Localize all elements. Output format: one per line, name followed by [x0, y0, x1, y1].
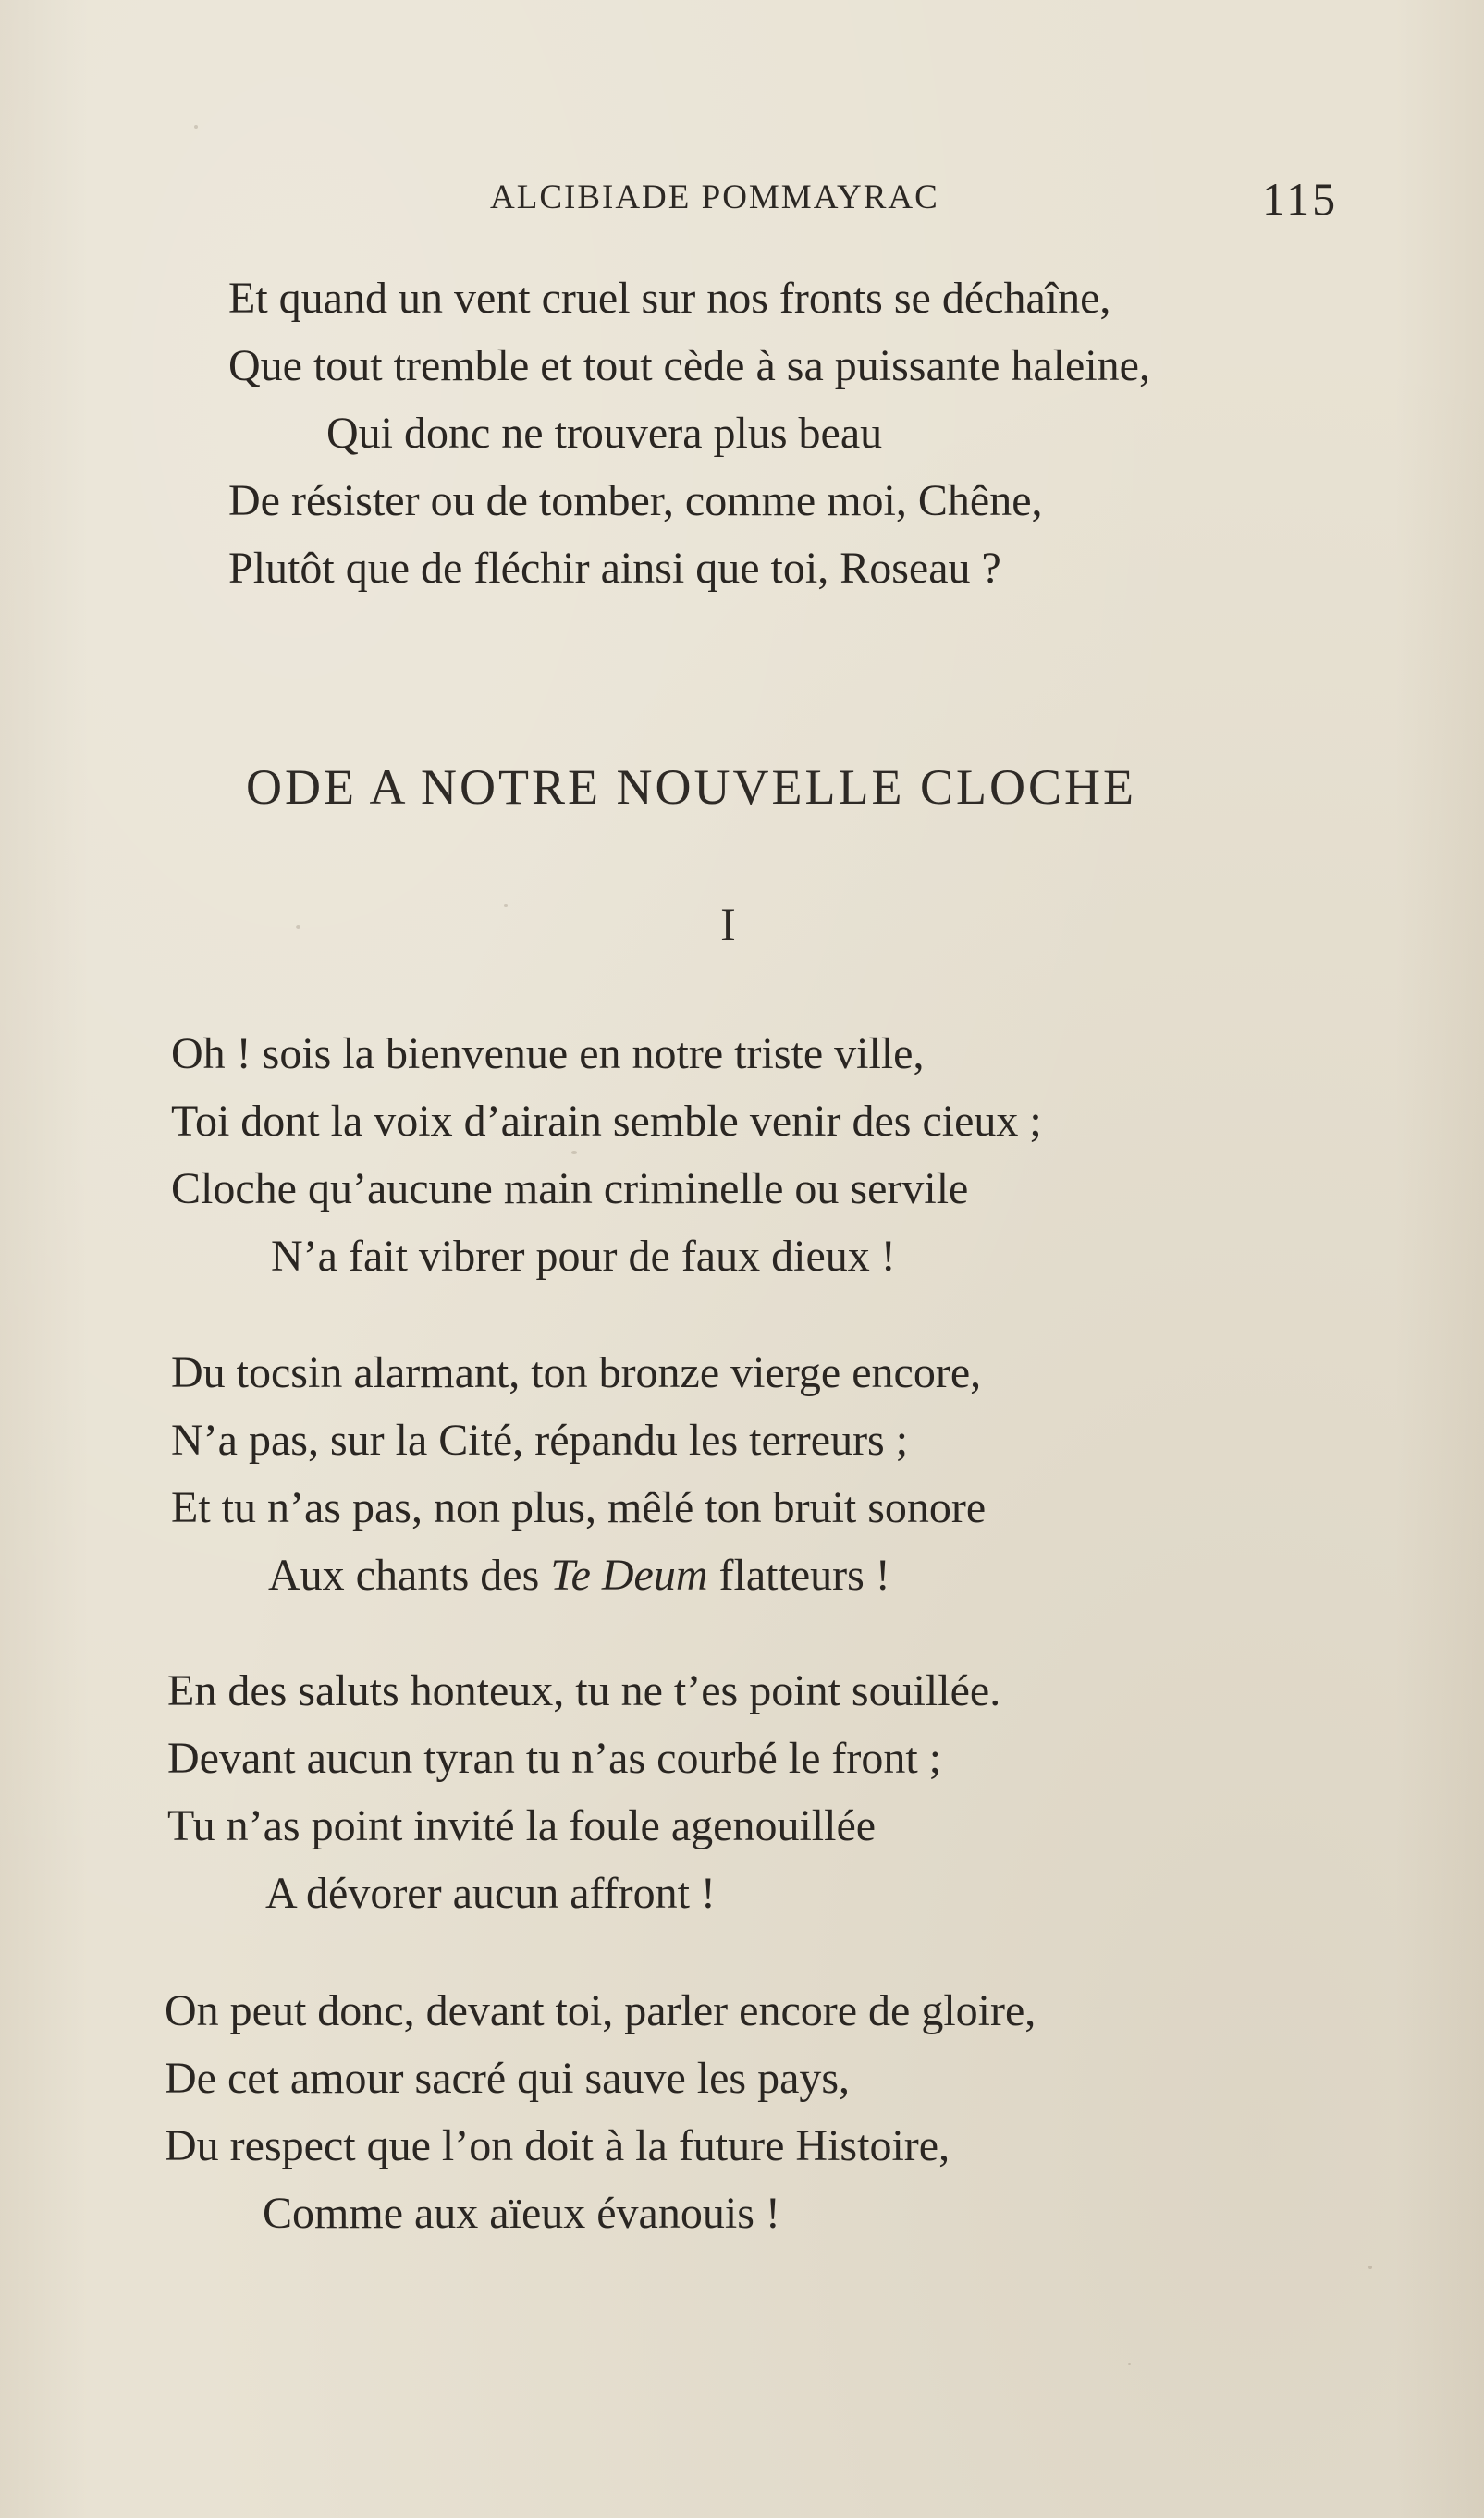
verse-line: Oh ! sois la bienvenue en notre triste ville,: [171, 1029, 925, 1078]
verse-line: N’a pas, sur la Cité, répandu les terreurs ;: [171, 1416, 909, 1465]
latin-title: Te Deum: [550, 1551, 708, 1600]
verse-line: Plutôt que de fléchir ainsi que toi, Roseau ?: [228, 544, 1001, 593]
verse-line: Devant aucun tyran tu n’as courbé le front ;: [167, 1734, 942, 1783]
paper-speck: [296, 925, 300, 929]
verse-line: Comme aux aïeux évanouis !: [263, 2189, 780, 2238]
page-header: [0, 173, 1484, 233]
verse-line: Du respect que l’on doit à la future Histoire,: [165, 2121, 950, 2170]
verse-line: Cloche qu’aucune main criminelle ou servile: [171, 1164, 969, 1213]
verse-line: N’a fait vibrer pour de faux dieux !: [271, 1232, 896, 1281]
verse-line: De résister ou de tomber, comme moi, Chêne,: [228, 476, 1043, 525]
verse-line: Tu n’as point invité la foule agenouillée: [167, 1801, 877, 1850]
verse-line: Du tocsin alarmant, ton bronze vierge encore,: [171, 1348, 982, 1397]
page-number: 115: [1262, 173, 1339, 225]
paper-speck: [194, 125, 198, 129]
verse-text: flatteurs !: [707, 1551, 890, 1600]
running-title: ALCIBIADE POMMAYRAC: [490, 178, 939, 216]
verse-line: De cet amour sacré qui sauve les pays,: [165, 2054, 851, 2103]
verse-line: Et tu n’as pas, non plus, mêlé ton bruit sonore: [171, 1483, 987, 1532]
paper-speck: [1368, 2266, 1372, 2269]
verse-line: Qui donc ne trouvera plus beau: [326, 409, 883, 458]
verse-text: Aux chants des: [268, 1551, 551, 1600]
poem-title-text: ODE A NOTRE NOUVELLE CLOCHE: [246, 759, 1136, 815]
paper-speck: [504, 904, 508, 907]
verse-line: Et quand un vent cruel sur nos fronts se déchaîne,: [228, 274, 1111, 323]
verse-line: Toi dont la voix d’airain semble venir des cieux ;: [171, 1097, 1042, 1146]
section-number-text: I: [720, 898, 736, 950]
verse-line: On peut donc, devant toi, parler encore de gloire,: [165, 1986, 1036, 2035]
verse-line: [268, 1550, 890, 1602]
paper-speck: [1128, 2363, 1131, 2365]
section-number: [0, 897, 1484, 951]
verse-line: En des saluts honteux, tu ne t’es point souillée.: [167, 1666, 1001, 1715]
poem-title: [0, 758, 1484, 816]
verse-line: Que tout tremble et tout cède à sa puissante haleine,: [228, 341, 1150, 390]
verse-line: A dévorer aucun affront !: [265, 1869, 716, 1918]
paper-speck: [571, 1151, 577, 1154]
